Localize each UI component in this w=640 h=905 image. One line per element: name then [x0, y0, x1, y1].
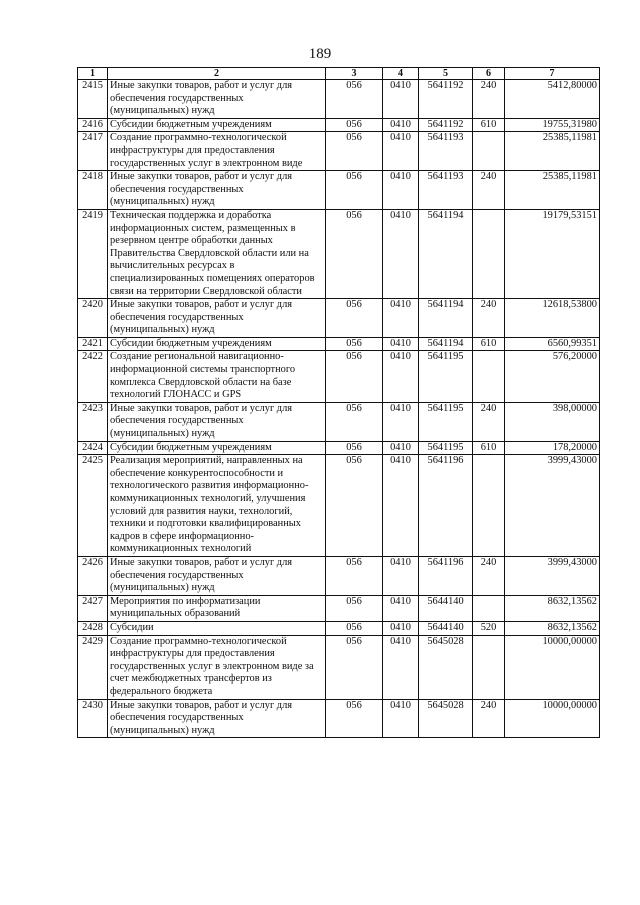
- target-article-code: 5645028: [419, 635, 473, 699]
- row-number: 2416: [78, 118, 108, 132]
- section-code: 0410: [383, 299, 419, 338]
- chapter-code: 056: [326, 595, 383, 621]
- section-code: 0410: [383, 337, 419, 351]
- amount-value: 25385,11981: [505, 132, 600, 171]
- chapter-code: 056: [326, 635, 383, 699]
- chapter-code: 056: [326, 351, 383, 402]
- chapter-code: 056: [326, 699, 383, 738]
- table-row: [78, 299, 600, 338]
- amount-value: 3999,43000: [505, 556, 600, 595]
- section-code: 0410: [383, 171, 419, 210]
- table-row: [78, 118, 600, 132]
- target-article-code: 5641194: [419, 299, 473, 338]
- row-number: 2418: [78, 171, 108, 210]
- section-code: 0410: [383, 455, 419, 557]
- section-code: 0410: [383, 556, 419, 595]
- column-header: 4: [383, 68, 419, 80]
- expense-type-code: 610: [473, 441, 505, 455]
- table-row: [78, 351, 600, 402]
- chapter-code: 056: [326, 621, 383, 635]
- section-code: 0410: [383, 621, 419, 635]
- row-description: Субсидии: [108, 621, 326, 635]
- chapter-code: 056: [326, 299, 383, 338]
- expense-type-code: 520: [473, 621, 505, 635]
- amount-value: 398,00000: [505, 402, 600, 441]
- target-article-code: 5641194: [419, 209, 473, 298]
- table-row: [78, 635, 600, 699]
- row-description: Создание программно-технологической инфраструктуры для предоставления государственных услуг в электронном виде за счет межбюджетных трансфертов из федерального бюджета: [108, 635, 326, 699]
- amount-value: 10000,00000: [505, 635, 600, 699]
- expense-type-code: 610: [473, 118, 505, 132]
- column-header: 2: [108, 68, 326, 80]
- expense-type-code: [473, 351, 505, 402]
- target-article-code: 5641196: [419, 556, 473, 595]
- expense-type-code: [473, 132, 505, 171]
- target-article-code: 5641196: [419, 455, 473, 557]
- target-article-code: 5641195: [419, 351, 473, 402]
- expense-type-code: [473, 595, 505, 621]
- row-description: Субсидии бюджетным учреждениям: [108, 441, 326, 455]
- row-number: 2426: [78, 556, 108, 595]
- expense-type-code: 240: [473, 699, 505, 738]
- amount-value: 8632,13562: [505, 595, 600, 621]
- target-article-code: 5641193: [419, 171, 473, 210]
- row-number: 2428: [78, 621, 108, 635]
- amount-value: 178,20000: [505, 441, 600, 455]
- row-number: 2417: [78, 132, 108, 171]
- table-row: [78, 171, 600, 210]
- row-description: Иные закупки товаров, работ и услуг для обеспечения государственных (муниципальных) нужд: [108, 402, 326, 441]
- chapter-code: 056: [326, 337, 383, 351]
- expense-type-code: 240: [473, 299, 505, 338]
- row-description: Техническая поддержка и доработка информационных систем, размещенных в резервном центре обработки данных Правительства Свердловской области или на вычислительных ресурсах в специализированных помещениях операторов связи на территории Свердловской области: [108, 209, 326, 298]
- chapter-code: 056: [326, 171, 383, 210]
- target-article-code: 5641193: [419, 132, 473, 171]
- table-row: [78, 132, 600, 171]
- amount-value: 10000,00000: [505, 699, 600, 738]
- table-row: [78, 209, 600, 298]
- amount-value: 19755,31980: [505, 118, 600, 132]
- row-number: 2415: [78, 80, 108, 119]
- amount-value: 3999,43000: [505, 455, 600, 557]
- table-row: [78, 441, 600, 455]
- row-description: Мероприятия по информатизации муниципальных образований: [108, 595, 326, 621]
- column-header: 1: [78, 68, 108, 80]
- target-article-code: 5641192: [419, 118, 473, 132]
- target-article-code: 5641194: [419, 337, 473, 351]
- chapter-code: 056: [326, 556, 383, 595]
- row-number: 2421: [78, 337, 108, 351]
- amount-value: 19179,53151: [505, 209, 600, 298]
- row-description: Иные закупки товаров, работ и услуг для обеспечения государственных (муниципальных) нужд: [108, 699, 326, 738]
- row-number: 2422: [78, 351, 108, 402]
- target-article-code: 5641195: [419, 441, 473, 455]
- row-description: Создание программно-технологической инфраструктуры для предоставления государственных услуг в электронном виде: [108, 132, 326, 171]
- row-number: 2427: [78, 595, 108, 621]
- target-article-code: 5645028: [419, 699, 473, 738]
- row-description: Субсидии бюджетным учреждениям: [108, 337, 326, 351]
- expense-type-code: 610: [473, 337, 505, 351]
- row-number: 2424: [78, 441, 108, 455]
- table-row: [78, 402, 600, 441]
- expense-type-code: 240: [473, 171, 505, 210]
- row-description: Иные закупки товаров, работ и услуг для обеспечения государственных (муниципальных) нужд: [108, 299, 326, 338]
- table-row: [78, 699, 600, 738]
- expense-type-code: [473, 635, 505, 699]
- table-row: [78, 595, 600, 621]
- row-number: 2430: [78, 699, 108, 738]
- column-header: 3: [326, 68, 383, 80]
- amount-value: 25385,11981: [505, 171, 600, 210]
- chapter-code: 056: [326, 402, 383, 441]
- section-code: 0410: [383, 209, 419, 298]
- row-number: 2423: [78, 402, 108, 441]
- section-code: 0410: [383, 699, 419, 738]
- row-description: Создание региональной навигационно-информационной системы транспортного комплекса Свердловской области на базе технологий ГЛОНАСС и GPS: [108, 351, 326, 402]
- table-row: [78, 621, 600, 635]
- row-description: Иные закупки товаров, работ и услуг для обеспечения государственных (муниципальных) нужд: [108, 171, 326, 210]
- section-code: 0410: [383, 635, 419, 699]
- chapter-code: 056: [326, 132, 383, 171]
- chapter-code: 056: [326, 209, 383, 298]
- section-code: 0410: [383, 118, 419, 132]
- expense-type-code: 240: [473, 402, 505, 441]
- table-row: [78, 337, 600, 351]
- expense-type-code: [473, 455, 505, 557]
- row-description: Реализация мероприятий, направленных на обеспечение конкурентоспособности и технологического развития информационно-коммуникационных технологий, улучшения условий для развития науки, технологий, техники и подготовки квалифицированных кадров в сфере информационно-коммуникационных технологий: [108, 455, 326, 557]
- expense-type-code: 240: [473, 556, 505, 595]
- budget-table: [77, 67, 600, 738]
- table-row: [78, 80, 600, 119]
- amount-value: 12618,53800: [505, 299, 600, 338]
- target-article-code: 5641192: [419, 80, 473, 119]
- target-article-code: 5644140: [419, 621, 473, 635]
- section-code: 0410: [383, 351, 419, 402]
- expense-type-code: [473, 209, 505, 298]
- table-row: [78, 556, 600, 595]
- row-description: Субсидии бюджетным учреждениям: [108, 118, 326, 132]
- section-code: 0410: [383, 80, 419, 119]
- row-number: 2420: [78, 299, 108, 338]
- row-description: Иные закупки товаров, работ и услуг для обеспечения государственных (муниципальных) нужд: [108, 556, 326, 595]
- amount-value: 576,20000: [505, 351, 600, 402]
- row-number: 2425: [78, 455, 108, 557]
- column-header: 5: [419, 68, 473, 80]
- row-number: 2419: [78, 209, 108, 298]
- column-header: 6: [473, 68, 505, 80]
- table-row: [78, 455, 600, 557]
- target-article-code: 5641195: [419, 402, 473, 441]
- section-code: 0410: [383, 595, 419, 621]
- row-number: 2429: [78, 635, 108, 699]
- amount-value: 6560,99351: [505, 337, 600, 351]
- expense-type-code: 240: [473, 80, 505, 119]
- row-description: Иные закупки товаров, работ и услуг для обеспечения государственных (муниципальных) нужд: [108, 80, 326, 119]
- amount-value: 5412,80000: [505, 80, 600, 119]
- page-number: 189: [308, 46, 332, 62]
- section-code: 0410: [383, 132, 419, 171]
- table-header-row: [78, 68, 600, 80]
- section-code: 0410: [383, 441, 419, 455]
- chapter-code: 056: [326, 455, 383, 557]
- target-article-code: 5644140: [419, 595, 473, 621]
- amount-value: 8632,13562: [505, 621, 600, 635]
- chapter-code: 056: [326, 118, 383, 132]
- section-code: 0410: [383, 402, 419, 441]
- column-header: 7: [505, 68, 600, 80]
- chapter-code: 056: [326, 441, 383, 455]
- chapter-code: 056: [326, 80, 383, 119]
